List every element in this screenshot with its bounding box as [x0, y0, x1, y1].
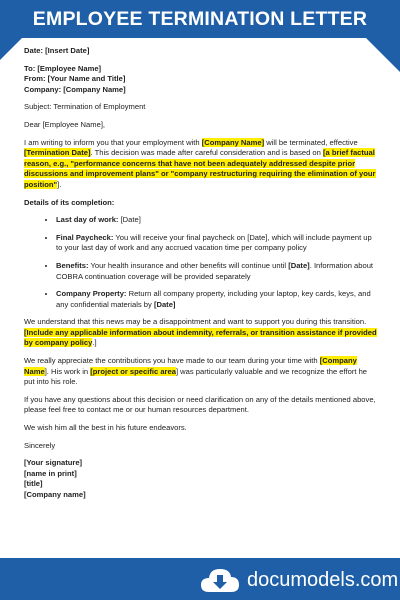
to-line: To: [Employee Name]	[24, 63, 102, 73]
signature-block	[24, 458, 378, 500]
header-bar	[0, 0, 400, 38]
item-label: Benefits:	[56, 260, 89, 270]
placeholder-company-name: [Company Name]	[201, 137, 265, 147]
text-segment: . This decision was made after careful consideration and is based on	[90, 148, 323, 158]
page-title: EMPLOYEE TERMINATION LETTER	[32, 8, 368, 30]
text-segment: ] was particularly valuable and we recognize the effort he put into his role.	[24, 366, 368, 387]
company-line: Company: [Company Name]	[24, 84, 126, 94]
details-heading: Details of its completion:	[24, 197, 115, 207]
item-date: [Date]	[288, 260, 310, 270]
name-print-line: [name in print]	[24, 468, 77, 478]
placeholder-assistance: [Include any applicable information about indemnity, referrals, or transition assistance if provided by company policy	[24, 327, 377, 348]
item-text: [Date]	[118, 215, 141, 225]
date-line: Date: [Insert Date]	[24, 46, 90, 55]
list-item	[56, 233, 378, 254]
brand-name[interactable]: documodels.com	[247, 569, 399, 591]
item-text: Your health insurance and other benefits will continue until	[88, 260, 289, 270]
paragraph-appreciation	[24, 356, 378, 388]
paragraph-termination	[24, 138, 378, 191]
text-segment: We understand that this news may be a disappointment and want to support you during this transition.	[24, 317, 367, 327]
from-line: From: [Your Name and Title]	[24, 74, 126, 84]
list-item	[56, 289, 378, 310]
text-segment: .]	[92, 338, 97, 348]
corner-decoration-right	[366, 38, 400, 72]
placeholder-termination-date: [Termination Date]	[24, 148, 91, 158]
company-name-line: [Company name]	[24, 490, 86, 499]
item-label: Final Paycheck:	[56, 232, 114, 242]
corner-decoration-left	[0, 38, 22, 60]
text-segment: will be terminated, effective	[264, 137, 358, 147]
paragraph-support	[24, 317, 378, 349]
list-item	[56, 261, 378, 282]
subject-line: Subject: Termination of Employment	[24, 102, 146, 112]
text-segment: We really appreciate the contributions you have made to our team during your time with	[24, 356, 320, 366]
item-label: Company Property:	[56, 289, 127, 299]
placeholder-project: [project or specific area	[90, 366, 176, 376]
salutation: Dear [Employee Name],	[24, 119, 106, 129]
item-text: Return all company property, including your laptop, key cards, keys, and any confidential materials by	[56, 289, 371, 309]
item-text: You will receive your final paycheck on [Date], which will include payment up to your last day of work and any accrued vacation time per company policy	[56, 232, 372, 253]
text-segment: I am writing to inform you that your employment with	[24, 137, 202, 147]
title-line: [title]	[24, 479, 43, 489]
item-date: [Date]	[153, 299, 176, 309]
letter-body	[24, 46, 378, 501]
cloud-download-icon	[200, 567, 240, 593]
closing: Sincerely	[24, 440, 56, 450]
details-list	[24, 215, 378, 310]
item-label: Last day of work:	[56, 215, 119, 225]
list-item	[56, 215, 378, 226]
text-segment: ].	[57, 179, 62, 189]
address-block	[24, 64, 378, 96]
signature-line: [Your signature]	[24, 458, 83, 468]
item-text: . Information about COBRA continuation coverage will be provided separately	[56, 260, 374, 281]
placeholder-reason: [a brief factual reason, e.g., "performance concerns that have not been adequately addressed despite prior discussions and improvement plans" or "company restructuring requiring the elimination of your position"	[24, 148, 376, 189]
placeholder-company-name: [Company Name	[24, 356, 357, 376]
paragraph-questions: If you have any questions about this decision or need clarification on any of the details mentioned above, please feel free to contact me or our human resources department.	[24, 394, 376, 415]
text-segment: ]. His work in	[44, 366, 91, 376]
paragraph-wishes: We wish him all the best in his future endeavors.	[24, 423, 187, 433]
